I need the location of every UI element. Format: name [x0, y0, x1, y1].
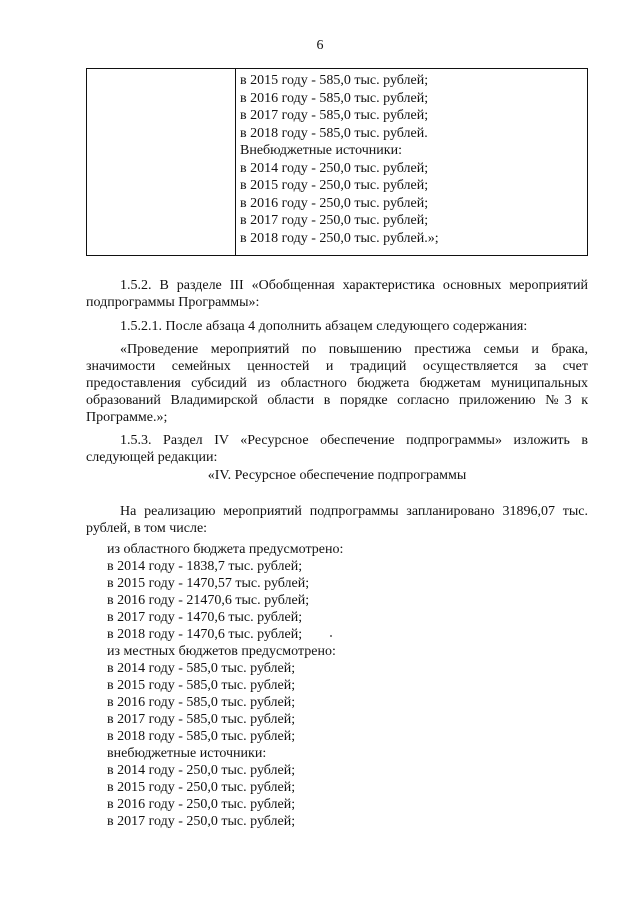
list-item: в 2015 году - 585,0 тыс. рублей;: [107, 678, 296, 693]
page-number: 6: [316, 38, 324, 53]
paragraph-1-5-2-1: 1.5.2.1. После абзаца 4 дополнить абзацем следующего содержания:: [120, 319, 528, 334]
list-item: в 2015 году - 250,0 тыс. рублей;: [107, 780, 296, 795]
list-item: в 2016 году - 21470,6 тыс. рублей;: [107, 593, 310, 608]
table-line: Внебюджетные источники:: [240, 143, 402, 158]
list-item: в 2014 году - 250,0 тыс. рублей;: [107, 763, 296, 778]
table-line: в 2016 году - 250,0 тыс. рублей;: [240, 195, 429, 211]
funding-intro: На реализацию мероприятий подпрограммы запланировано 31896,07 тыс. рублей, в том числе:: [86, 504, 588, 536]
section-heading: «IV. Ресурсное обеспечение подпрограммы: [207, 468, 467, 483]
table-line: в 2017 году - 585,0 тыс. рублей;: [240, 108, 429, 123]
table-line: в 2018 году - 250,0 тыс. рублей.»;: [240, 230, 439, 246]
table-line: в 2018 году - 585,0 тыс. рублей.: [240, 125, 428, 141]
list-item: в 2014 году - 1838,7 тыс. рублей;: [107, 559, 303, 574]
list-item: в 2016 году - 250,0 тыс. рублей;: [107, 797, 296, 812]
list-item: внебюджетные источники:: [107, 746, 267, 761]
table-line: в 2016 году - 585,0 тыс. рублей;: [240, 90, 429, 106]
quote-paragraph: «Проведение мероприятий по повышению престижа семьи и брака, значимости семейных ценностей и традиций осуществляется за счет предоставления субсидий из областного бюджета бюджетам муниципальных образований Владимирской области в порядке согласно приложению №3 к Программе.»;: [86, 342, 588, 425]
table-line: в 2015 году - 585,0 тыс. рублей;: [240, 73, 429, 88]
table-line: в 2014 году - 250,0 тыс. рублей;: [240, 160, 429, 176]
funding-list: [107, 541, 567, 830]
table-cell-left: [87, 69, 236, 255]
list-item: в 2015 году - 1470,57 тыс. рублей;: [107, 576, 310, 591]
table-line: в 2017 году - 250,0 тыс. рублей;: [240, 213, 429, 228]
list-item: в 2017 году - 1470,6 тыс. рублей;: [107, 610, 303, 625]
paragraph-1-5-2: 1.5.2. В разделе III «Обобщенная характеристика основных мероприятий подпрограммы Программы»:: [86, 278, 588, 310]
list-item: из областного бюджета предусмотрено:: [107, 542, 344, 557]
table-cell-right: [240, 72, 587, 247]
list-item: в 2017 году - 585,0 тыс. рублей;: [107, 712, 296, 727]
paragraph-1-5-3: 1.5.3. Раздел IV «Ресурсное обеспечение подпрограммы» изложить в следующей редакции:: [86, 433, 588, 465]
list-item: в 2014 году - 585,0 тыс. рублей;: [107, 661, 296, 676]
list-item: в 2017 году - 250,0 тыс. рублей;: [107, 814, 296, 829]
table-line: в 2015 году - 250,0 тыс. рублей;: [240, 178, 429, 193]
list-item: в 2016 году - 585,0 тыс. рублей;: [107, 695, 296, 710]
scan-speck: [330, 635, 332, 637]
list-item: в 2018 году - 585,0 тыс. рублей;: [107, 729, 296, 744]
list-item: из местных бюджетов предусмотрено:: [107, 644, 336, 659]
list-item: в 2018 году - 1470,6 тыс. рублей;: [107, 627, 303, 642]
funding-table: [86, 68, 588, 256]
